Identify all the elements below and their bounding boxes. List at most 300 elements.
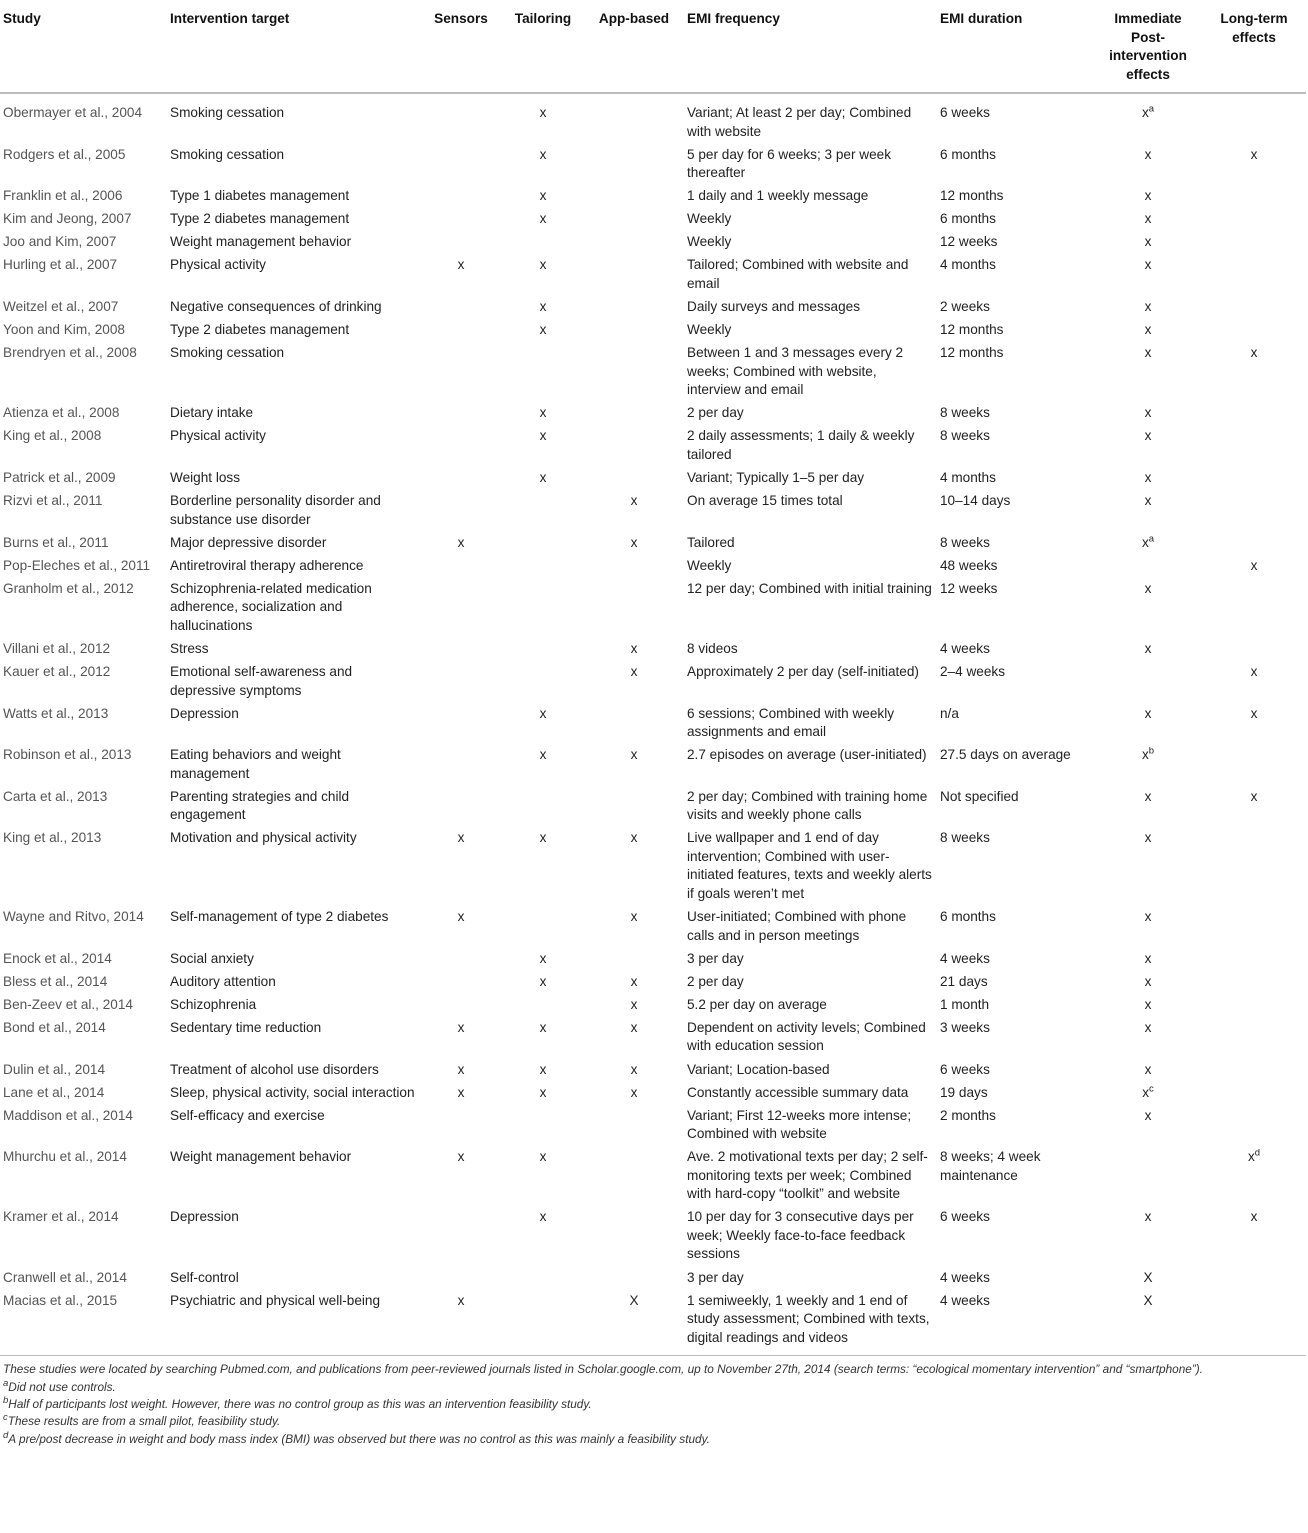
cell-tailoring <box>502 1289 584 1355</box>
cell-long-term-effects <box>1202 1081 1306 1104</box>
cell-emi-frequency-value: 10 per day for 3 consecutive days per week; Weekly face-to-face feedback sessions <box>687 1209 914 1262</box>
cell-immediate-effects-value: x <box>1141 747 1149 763</box>
cell-long-term-effects <box>1202 185 1306 208</box>
cell-intervention-target <box>167 254 420 296</box>
cell-long-term-effects <box>1202 467 1306 490</box>
cell-sensors <box>420 906 502 948</box>
cell-emi-duration <box>937 1206 1094 1266</box>
cell-tailoring <box>502 342 584 402</box>
cell-emi-duration <box>937 1266 1094 1289</box>
cell-intervention-target <box>167 296 420 319</box>
cell-immediate-effects <box>1094 1206 1202 1266</box>
cell-emi-duration-value: 12 months <box>940 322 1004 338</box>
cell-emi-frequency <box>684 827 937 906</box>
cell-intervention-target-value: Eating behaviors and weight management <box>170 747 341 781</box>
cell-long-term-effects <box>1202 1289 1306 1355</box>
cell-study-value: Atienza et al., 2008 <box>3 405 120 421</box>
cell-emi-frequency <box>684 744 937 786</box>
cell-emi-frequency-value: Weekly <box>687 234 732 250</box>
cell-immediate-effects <box>1094 906 1202 948</box>
cell-intervention-target <box>167 490 420 532</box>
cell-sensors <box>420 319 502 342</box>
cell-sensors-value: x <box>457 1292 465 1308</box>
cell-study-value: Rodgers et al., 2005 <box>3 146 126 162</box>
cell-sensors-value: x <box>457 1019 465 1035</box>
cell-emi-frequency-value: Weekly <box>687 557 732 573</box>
cell-study-value: Obermayer et al., 2004 <box>3 105 143 120</box>
cell-sensors <box>420 1081 502 1104</box>
cell-immediate-effects-value: x <box>1144 234 1152 250</box>
cell-immediate-effects-value: x <box>1144 188 1152 204</box>
cell-long-term-effects <box>1202 296 1306 319</box>
cell-emi-duration <box>937 425 1094 467</box>
cell-intervention-target <box>167 1206 420 1266</box>
cell-long-term-effects <box>1202 254 1306 296</box>
cell-study-value: Burns et al., 2011 <box>3 534 109 550</box>
table-row <box>0 827 1306 906</box>
table-row <box>0 1266 1306 1289</box>
header-emi-frequency: EMI frequency <box>687 11 780 26</box>
cell-immediate-effects <box>1094 467 1202 490</box>
cell-emi-frequency <box>684 1289 937 1355</box>
cell-long-term-effects <box>1202 1104 1306 1146</box>
cell-study <box>0 1058 167 1081</box>
table-row <box>0 296 1306 319</box>
cell-app-based-value: x <box>630 1019 638 1035</box>
cell-immediate-effects <box>1094 786 1202 828</box>
cell-study <box>0 467 167 490</box>
cell-emi-frequency <box>684 1081 937 1104</box>
cell-immediate-effects-value: x <box>1144 257 1152 273</box>
table-row <box>0 467 1306 490</box>
cell-app-based <box>584 906 684 948</box>
cell-emi-duration <box>937 1104 1094 1146</box>
cell-immediate-effects <box>1094 827 1202 906</box>
cell-study <box>0 578 167 638</box>
cell-emi-frequency <box>684 555 937 578</box>
cell-intervention-target-value: Type 1 diabetes management <box>170 188 350 204</box>
cell-intervention-target <box>167 1289 420 1355</box>
cell-emi-duration-value: 10–14 days <box>940 493 1011 509</box>
cell-long-term-effects <box>1202 827 1306 906</box>
cell-app-based <box>584 578 684 638</box>
cell-intervention-target <box>167 143 420 185</box>
cell-immediate-effects <box>1094 661 1202 703</box>
cell-long-term-effects <box>1202 1017 1306 1059</box>
cell-tailoring <box>502 555 584 578</box>
table-row <box>0 702 1306 744</box>
cell-intervention-target-value: Weight management behavior <box>170 234 352 250</box>
cell-app-based <box>584 1206 684 1266</box>
cell-emi-duration-value: 4 weeks <box>940 1292 990 1308</box>
cell-immediate-effects-value: x <box>1144 705 1152 721</box>
cell-immediate-effects-value: x <box>1144 909 1152 925</box>
cell-study <box>0 342 167 402</box>
cell-immediate-effects-value: x <box>1141 534 1149 550</box>
cell-emi-duration-value: 19 days <box>940 1084 988 1100</box>
cell-emi-duration <box>937 254 1094 296</box>
cell-emi-frequency <box>684 254 937 296</box>
cell-study-value: Cranwell et al., 2014 <box>3 1269 127 1285</box>
footnote-b-text: Half of participants lost weight. However, there was no control group as this was an intervention feasibility study. <box>8 1396 592 1411</box>
cell-sensors <box>420 342 502 402</box>
cell-tailoring <box>502 1146 584 1206</box>
table-row <box>0 1289 1306 1355</box>
cell-immediate-effects-value: x <box>1144 345 1152 361</box>
cell-emi-frequency-value: Ave. 2 motivational texts per day; 2 self-monitoring texts per week; Combined with hard-copy “toolkit” and website <box>687 1149 928 1202</box>
cell-study <box>0 555 167 578</box>
cell-emi-duration <box>937 93 1094 143</box>
cell-long-term-effects-value: x <box>1250 705 1258 721</box>
cell-emi-frequency-value: 5.2 per day on average <box>687 996 827 1012</box>
cell-app-based <box>584 467 684 490</box>
cell-immediate-effects <box>1094 1081 1202 1104</box>
cell-immediate-effects <box>1094 93 1202 143</box>
cell-emi-duration-value: 12 weeks <box>940 234 998 250</box>
cell-tailoring <box>502 1266 584 1289</box>
cell-app-based <box>584 1081 684 1104</box>
cell-study <box>0 1146 167 1206</box>
cell-tailoring-value: x <box>539 973 547 989</box>
cell-intervention-target <box>167 994 420 1017</box>
cell-study <box>0 638 167 661</box>
cell-tailoring-value: x <box>539 950 547 966</box>
cell-emi-frequency-value: 8 videos <box>687 641 738 656</box>
cell-study-value: Hurling et al., 2007 <box>3 257 118 273</box>
cell-emi-duration-value: Not specified <box>940 788 1019 804</box>
cell-tailoring <box>502 970 584 993</box>
cell-emi-duration-value: 1 month <box>940 996 990 1012</box>
cell-tailoring <box>502 93 584 143</box>
cell-emi-frequency <box>684 1017 937 1059</box>
table-row <box>0 906 1306 948</box>
cell-study-value: Enock et al., 2014 <box>3 950 112 966</box>
cell-study <box>0 1081 167 1104</box>
cell-study <box>0 786 167 828</box>
cell-intervention-target-value: Physical activity <box>170 428 266 444</box>
cell-immediate-effects-value: x <box>1144 470 1152 486</box>
cell-intervention-target <box>167 555 420 578</box>
cell-sensors <box>420 1289 502 1355</box>
cell-long-term-effects <box>1202 1266 1306 1289</box>
cell-sensors <box>420 1058 502 1081</box>
cell-emi-duration <box>937 319 1094 342</box>
cell-app-based <box>584 744 684 786</box>
cell-intervention-target-value: Schizophrenia <box>170 996 257 1012</box>
cell-tailoring <box>502 490 584 532</box>
cell-sensors <box>420 1266 502 1289</box>
cell-emi-duration <box>937 555 1094 578</box>
cell-intervention-target-value: Treatment of alcohol use disorders <box>170 1061 379 1077</box>
footnote-main: These studies were located by searching Pubmed.com, and publications from peer-reviewed journals listed in Scholar.google.com, up to November 27th, 2014 (search terms: “ecological momentary intervention” and “smartphone”). <box>3 1362 1203 1377</box>
cell-emi-duration <box>937 467 1094 490</box>
table-row <box>0 661 1306 703</box>
cell-app-based <box>584 827 684 906</box>
cell-intervention-target <box>167 1104 420 1146</box>
cell-intervention-target-value: Depression <box>170 705 239 721</box>
cell-emi-duration-value: 8 weeks <box>940 405 990 421</box>
cell-long-term-effects <box>1202 1146 1306 1206</box>
cell-app-based <box>584 342 684 402</box>
cell-emi-frequency-value: Dependent on activity levels; Combined with education session <box>687 1019 926 1054</box>
cell-intervention-target-value: Antiretroviral therapy adherence <box>170 557 364 573</box>
cell-sensors <box>420 208 502 231</box>
cell-immediate-effects-value: x <box>1144 1019 1152 1035</box>
cell-emi-frequency-value: Weekly <box>687 322 732 338</box>
table-row <box>0 1017 1306 1059</box>
cell-emi-frequency-value: Variant; Location-based <box>687 1061 830 1077</box>
cell-emi-frequency-value: Tailored; Combined with website and email <box>687 257 909 291</box>
cell-emi-duration-value: n/a <box>940 705 959 721</box>
cell-intervention-target-value: Negative consequences of drinking <box>170 299 382 315</box>
cell-sensors <box>420 947 502 970</box>
cell-long-term-effects-value: x <box>1250 146 1258 162</box>
cell-tailoring-value: x <box>539 470 547 486</box>
cell-tailoring <box>502 906 584 948</box>
cell-emi-duration-value: 48 weeks <box>940 557 998 573</box>
cell-long-term-effects <box>1202 661 1306 703</box>
table-row <box>0 342 1306 402</box>
cell-immediate-effects <box>1094 947 1202 970</box>
cell-tailoring-value: x <box>539 428 547 444</box>
cell-immediate-effects <box>1094 185 1202 208</box>
cell-emi-frequency-value: Between 1 and 3 messages every 2 weeks; Combined with website, interview and email <box>687 345 904 398</box>
cell-intervention-target-value: Sedentary time reduction <box>170 1019 322 1035</box>
cell-intervention-target-value: Psychiatric and physical well-being <box>170 1292 381 1308</box>
cell-study-value: Bond et al., 2014 <box>3 1019 106 1035</box>
cell-emi-frequency <box>684 425 937 467</box>
cell-intervention-target-value: Auditory attention <box>170 973 276 989</box>
cell-study-value: Joo and Kim, 2007 <box>3 234 117 250</box>
cell-emi-frequency <box>684 143 937 185</box>
cell-tailoring <box>502 231 584 254</box>
cell-intervention-target-value: Smoking cessation <box>170 345 285 361</box>
cell-study <box>0 425 167 467</box>
cell-study-value: Brendryen et al., 2008 <box>3 345 137 361</box>
cell-emi-frequency <box>684 1146 937 1206</box>
cell-app-based <box>584 786 684 828</box>
cell-app-based <box>584 208 684 231</box>
cell-intervention-target <box>167 231 420 254</box>
footnote-c <box>3 1413 1305 1430</box>
cell-app-based-value: x <box>630 1061 638 1077</box>
cell-long-term-effects <box>1202 208 1306 231</box>
cell-sensors <box>420 254 502 296</box>
cell-app-based-value: x <box>630 493 638 509</box>
cell-sensors-value: x <box>457 257 465 273</box>
cell-immediate-effects-value: x <box>1144 493 1152 509</box>
cell-tailoring <box>502 319 584 342</box>
cell-app-based <box>584 555 684 578</box>
cell-sensors <box>420 1146 502 1206</box>
cell-tailoring <box>502 994 584 1017</box>
cell-tailoring <box>502 744 584 786</box>
cell-immediate-effects <box>1094 555 1202 578</box>
cell-sensors <box>420 1104 502 1146</box>
cell-sensors-value: x <box>457 909 465 925</box>
cell-immediate-effects <box>1094 1146 1202 1206</box>
cell-immediate-effects <box>1094 1266 1202 1289</box>
cell-intervention-target-value: Self-efficacy and exercise <box>170 1107 325 1123</box>
cell-emi-duration-value: 6 weeks <box>940 1061 990 1077</box>
cell-app-based-value: x <box>630 747 638 763</box>
cell-tailoring-value: x <box>539 1209 547 1225</box>
cell-intervention-target-value: Smoking cessation <box>170 146 285 162</box>
cell-app-based <box>584 994 684 1017</box>
cell-immediate-effects-value: x <box>1144 299 1152 315</box>
cell-tailoring <box>502 467 584 490</box>
cell-emi-frequency <box>684 1266 937 1289</box>
cell-emi-duration <box>937 490 1094 532</box>
cell-emi-duration <box>937 1289 1094 1355</box>
cell-intervention-target-value: Physical activity <box>170 257 266 273</box>
cell-emi-frequency-value: Approximately 2 per day (self-initiated) <box>687 664 919 680</box>
cell-intervention-target <box>167 1266 420 1289</box>
cell-long-term-effects <box>1202 555 1306 578</box>
cell-study <box>0 970 167 993</box>
cell-study <box>0 296 167 319</box>
cell-sensors <box>420 425 502 467</box>
header-immediate-effects: Immediate Post-intervention effects <box>1109 11 1187 82</box>
cell-study-value: Bless et al., 2014 <box>3 973 108 989</box>
cell-emi-duration-value: 8 weeks <box>940 428 990 444</box>
cell-study <box>0 143 167 185</box>
cell-sensors <box>420 744 502 786</box>
cell-intervention-target-value: Parenting strategies and child engagement <box>170 788 350 823</box>
cell-emi-duration <box>937 702 1094 744</box>
footnote-c-text: These results are from a small pilot, feasibility study. <box>7 1414 281 1429</box>
cell-tailoring <box>502 1081 584 1104</box>
cell-app-based-value: X <box>629 1292 639 1308</box>
cell-emi-duration <box>937 994 1094 1017</box>
table-row <box>0 744 1306 786</box>
cell-immediate-effects <box>1094 531 1202 554</box>
cell-emi-frequency-value: Variant; First 12-weeks more intense; Combined with website <box>687 1107 912 1142</box>
cell-app-based <box>584 319 684 342</box>
cell-immediate-effects-value: x <box>1144 641 1152 656</box>
cell-intervention-target <box>167 906 420 948</box>
cell-study-value: Franklin et al., 2006 <box>3 188 123 204</box>
cell-study-value: Lane et al., 2014 <box>3 1084 105 1100</box>
cell-tailoring <box>502 425 584 467</box>
cell-study <box>0 1266 167 1289</box>
cell-study-value: Pop-Eleches et al., 2011 <box>3 557 151 573</box>
table-row <box>0 254 1306 296</box>
footnote-marker: c <box>1149 1083 1154 1095</box>
cell-app-based <box>584 402 684 425</box>
cell-sensors <box>420 231 502 254</box>
cell-study <box>0 93 167 143</box>
cell-immediate-effects-value: x <box>1144 428 1152 444</box>
cell-study-value: King et al., 2013 <box>3 830 102 846</box>
cell-study-value: Robinson et al., 2013 <box>3 747 132 763</box>
table-row <box>0 402 1306 425</box>
cell-emi-duration-value: 2 weeks <box>940 299 990 315</box>
cell-emi-frequency <box>684 185 937 208</box>
cell-emi-frequency <box>684 702 937 744</box>
cell-immediate-effects <box>1094 638 1202 661</box>
cell-emi-frequency-value: Weekly <box>687 211 732 227</box>
cell-intervention-target-value: Stress <box>170 641 209 656</box>
cell-intervention-target <box>167 208 420 231</box>
cell-intervention-target-value: Social anxiety <box>170 950 254 966</box>
cell-intervention-target <box>167 947 420 970</box>
cell-sensors <box>420 490 502 532</box>
cell-sensors <box>420 786 502 828</box>
cell-immediate-effects <box>1094 702 1202 744</box>
cell-intervention-target <box>167 786 420 828</box>
cell-app-based <box>584 638 684 661</box>
cell-emi-frequency-value: 2.7 episodes on average (user-initiated) <box>687 747 927 763</box>
cell-long-term-effects <box>1202 744 1306 786</box>
cell-long-term-effects <box>1202 425 1306 467</box>
cell-emi-duration <box>937 661 1094 703</box>
cell-emi-frequency-value: Live wallpaper and 1 end of day intervention; Combined with user-initiated features, texts and weekly alerts if goals weren’t met <box>687 830 932 901</box>
cell-emi-frequency-value: 3 per day <box>687 950 744 966</box>
footnote-d-text: A pre/post decrease in weight and body mass index (BMI) was observed but there was no control as this was mainly a feasibility study. <box>8 1431 710 1446</box>
cell-emi-frequency <box>684 231 937 254</box>
cell-immediate-effects-value: x <box>1144 950 1152 966</box>
cell-sensors <box>420 702 502 744</box>
cell-emi-frequency <box>684 342 937 402</box>
cell-emi-duration-value: 27.5 days on average <box>940 747 1071 763</box>
cell-immediate-effects-value: x <box>1144 973 1152 989</box>
cell-tailoring <box>502 638 584 661</box>
cell-immediate-effects-value: x <box>1144 580 1152 596</box>
cell-app-based-value: x <box>630 830 638 846</box>
cell-sensors <box>420 994 502 1017</box>
footnote-a-text: Did not use controls. <box>8 1379 116 1394</box>
cell-tailoring <box>502 1017 584 1059</box>
cell-emi-frequency-value: 6 sessions; Combined with weekly assignments and email <box>687 705 895 740</box>
cell-app-based-value: x <box>630 534 638 550</box>
cell-app-based <box>584 1289 684 1355</box>
cell-tailoring-value: x <box>539 299 547 315</box>
table-row <box>0 93 1306 143</box>
cell-study <box>0 531 167 554</box>
cell-intervention-target <box>167 319 420 342</box>
cell-immediate-effects-value: X <box>1143 1292 1153 1308</box>
cell-sensors-value: x <box>457 1061 465 1077</box>
cell-emi-frequency <box>684 1206 937 1266</box>
cell-tailoring <box>502 402 584 425</box>
cell-emi-duration <box>937 744 1094 786</box>
cell-app-based <box>584 185 684 208</box>
cell-emi-frequency <box>684 1058 937 1081</box>
cell-sensors-value: x <box>457 1149 465 1165</box>
cell-immediate-effects <box>1094 231 1202 254</box>
cell-long-term-effects <box>1202 402 1306 425</box>
cell-intervention-target <box>167 1017 420 1059</box>
cell-emi-duration <box>937 1081 1094 1104</box>
cell-emi-duration-value: 6 months <box>940 211 996 227</box>
cell-app-based-value: x <box>630 973 638 989</box>
cell-intervention-target-value: Motivation and physical activity <box>170 830 357 846</box>
cell-study <box>0 1289 167 1355</box>
cell-study <box>0 1206 167 1266</box>
cell-study <box>0 906 167 948</box>
cell-immediate-effects <box>1094 490 1202 532</box>
cell-emi-frequency-value: Daily surveys and messages <box>687 299 861 315</box>
cell-intervention-target-value: Major depressive disorder <box>170 534 327 550</box>
cell-study <box>0 744 167 786</box>
cell-emi-frequency <box>684 638 937 661</box>
cell-immediate-effects-value: x <box>1141 105 1149 120</box>
cell-long-term-effects <box>1202 702 1306 744</box>
cell-emi-frequency-value: Tailored <box>687 534 735 550</box>
cell-emi-frequency <box>684 296 937 319</box>
cell-intervention-target-value: Type 2 diabetes management <box>170 322 350 338</box>
